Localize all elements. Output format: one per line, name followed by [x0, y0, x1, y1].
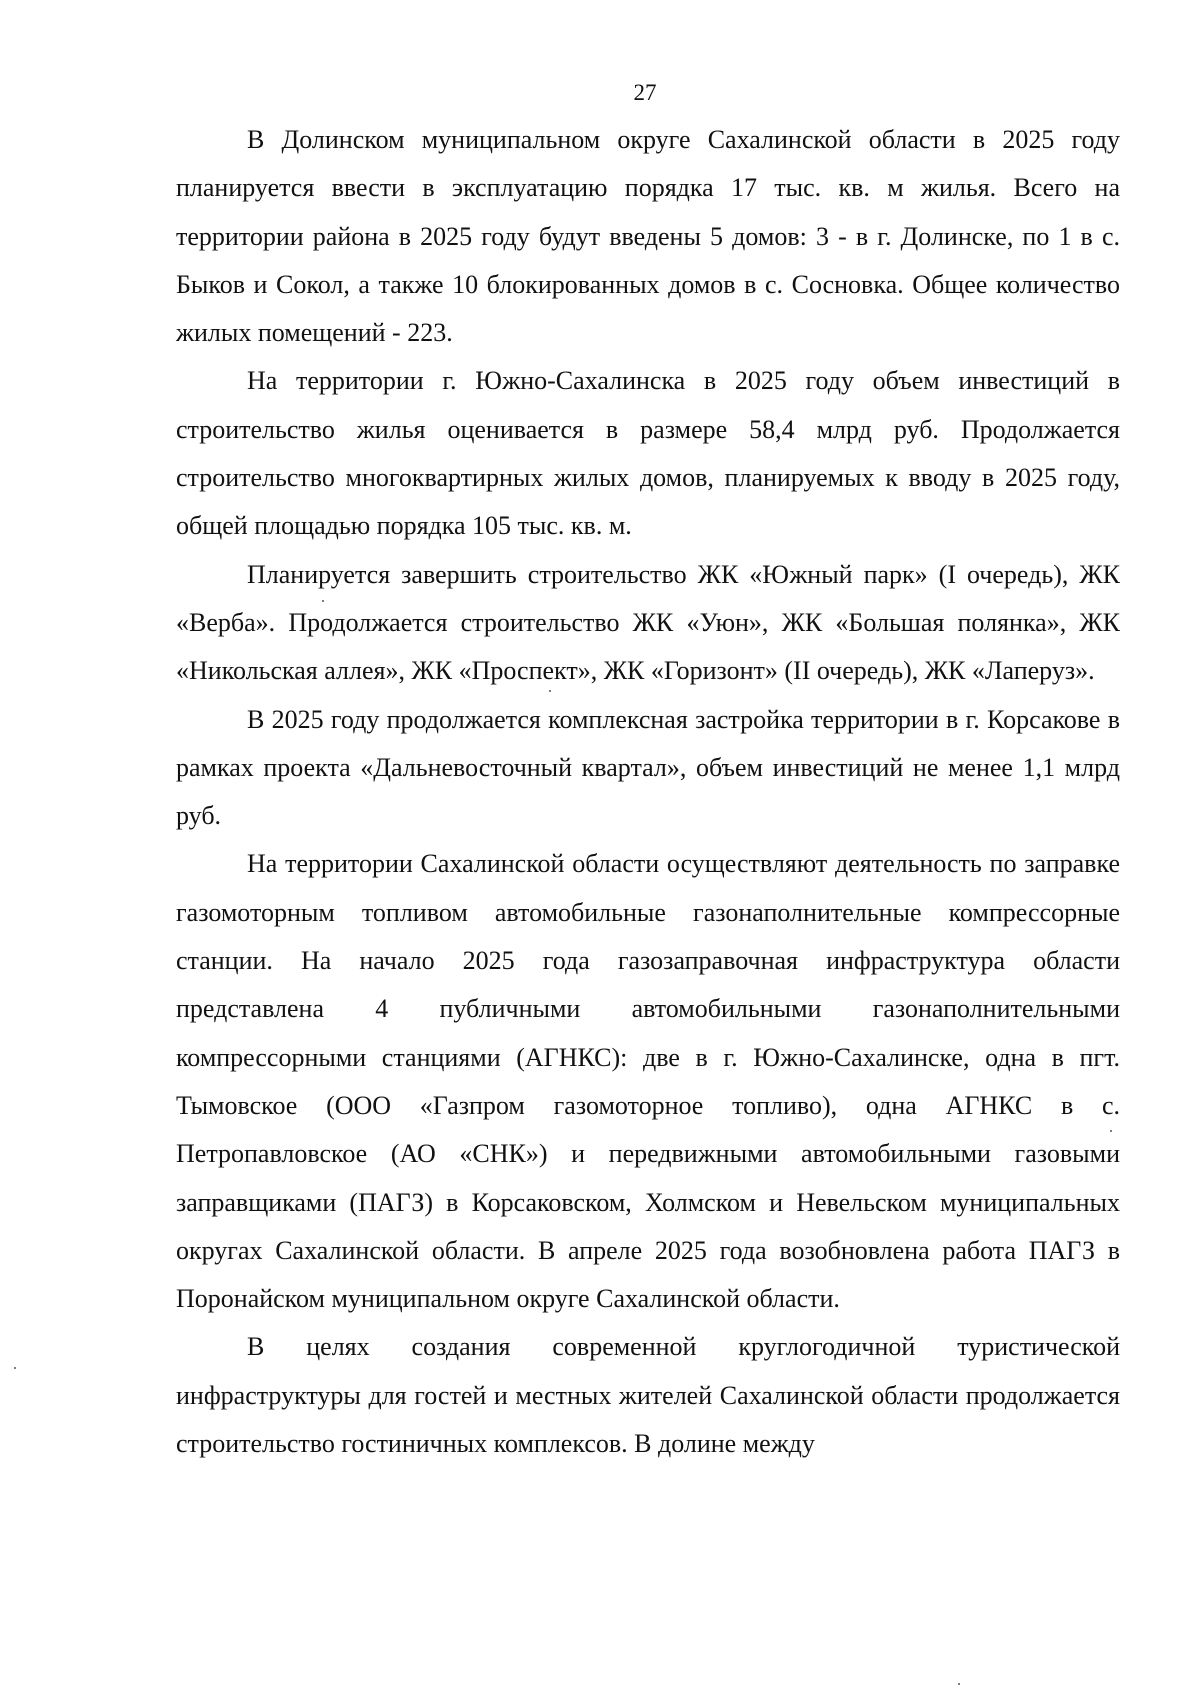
scan-speck [14, 1367, 16, 1369]
paragraph-tourism-infrastructure: В целях создания современной круглогодичной туристической инфраструктуры для гостей и местных жителей Сахалинской области продолжается строительство гостиничных комплексов. В долине между [176, 1332, 1120, 1459]
paragraph-dolinsk-housing: В Долинском муниципальном округе Сахалинской области в 2025 году планируется ввести в эксплуатацию порядка 17 тыс. кв. м жилья. Всего на территории района в 2025 году будут введены 5 домов: 3 - в г. Долинске, по 1 в с. Быков и Сокол, а также 10 блокированных домов в с. Сосновка. Общее количество жилых помещений - 223. [176, 125, 1120, 348]
scan-speck [1110, 1130, 1112, 1132]
page-number: 27 [633, 80, 657, 105]
paragraph-korsakov-quarter: В 2025 году продолжается комплексная застройка территории в г. Корсакове в рамках проекта «Дальневосточный квартал», объем инвестиций не менее 1,1 млрд руб. [176, 704, 1120, 831]
paragraph-yuzhno-sakhalinsk-investment: На территории г. Южно-Сахалинска в 2025 году объем инвестиций в строительство жилья оценивается в размере 58,4 млрд руб. Продолжается строительство многоквартирных жилых домов, планируемых к вводу в 2025 году, общей площадью порядка 105 тыс. кв. м. [176, 366, 1120, 541]
scan-speck [958, 1683, 960, 1685]
paragraph-residential-complexes: Планируется завершить строительство ЖК «Южный парк» (I очередь), ЖК «Верба». Продолжается строительство ЖК «Уюн», ЖК «Большая полянка», ЖК «Никольская аллея», ЖК «Проспект», ЖК «Горизонт» (II очередь), ЖК «Лаперуз». [176, 559, 1120, 686]
paragraph-gas-stations: На территории Сахалинской области осуществляют деятельность по заправке газомоторным топливом автомобильные газонаполнительные компрессорные станции. На начало 2025 года газозаправочная инфраструктура области представлена 4 публичными автомобильными газонаполнительными компрессорными станциями (АГНКС): две в г. Южно-Сахалинске, одна в пгт. Тымовское (ООО «Газпром газомоторное топливо), одна АГНКС в с. Петропавловское (АО «СНК») и передвижными автомобильными газовыми заправщиками (ПАГЗ) в Корсаковском, Холмском и Невельском муниципальных округах Сахалинской области. В апреле 2025 года возобновлена работа ПАГЗ в Поронайском муниципальном округе Сахалинской области. [176, 849, 1120, 1314]
scan-speck [322, 600, 324, 602]
scan-speck [549, 690, 551, 692]
document-body [176, 116, 1120, 1468]
